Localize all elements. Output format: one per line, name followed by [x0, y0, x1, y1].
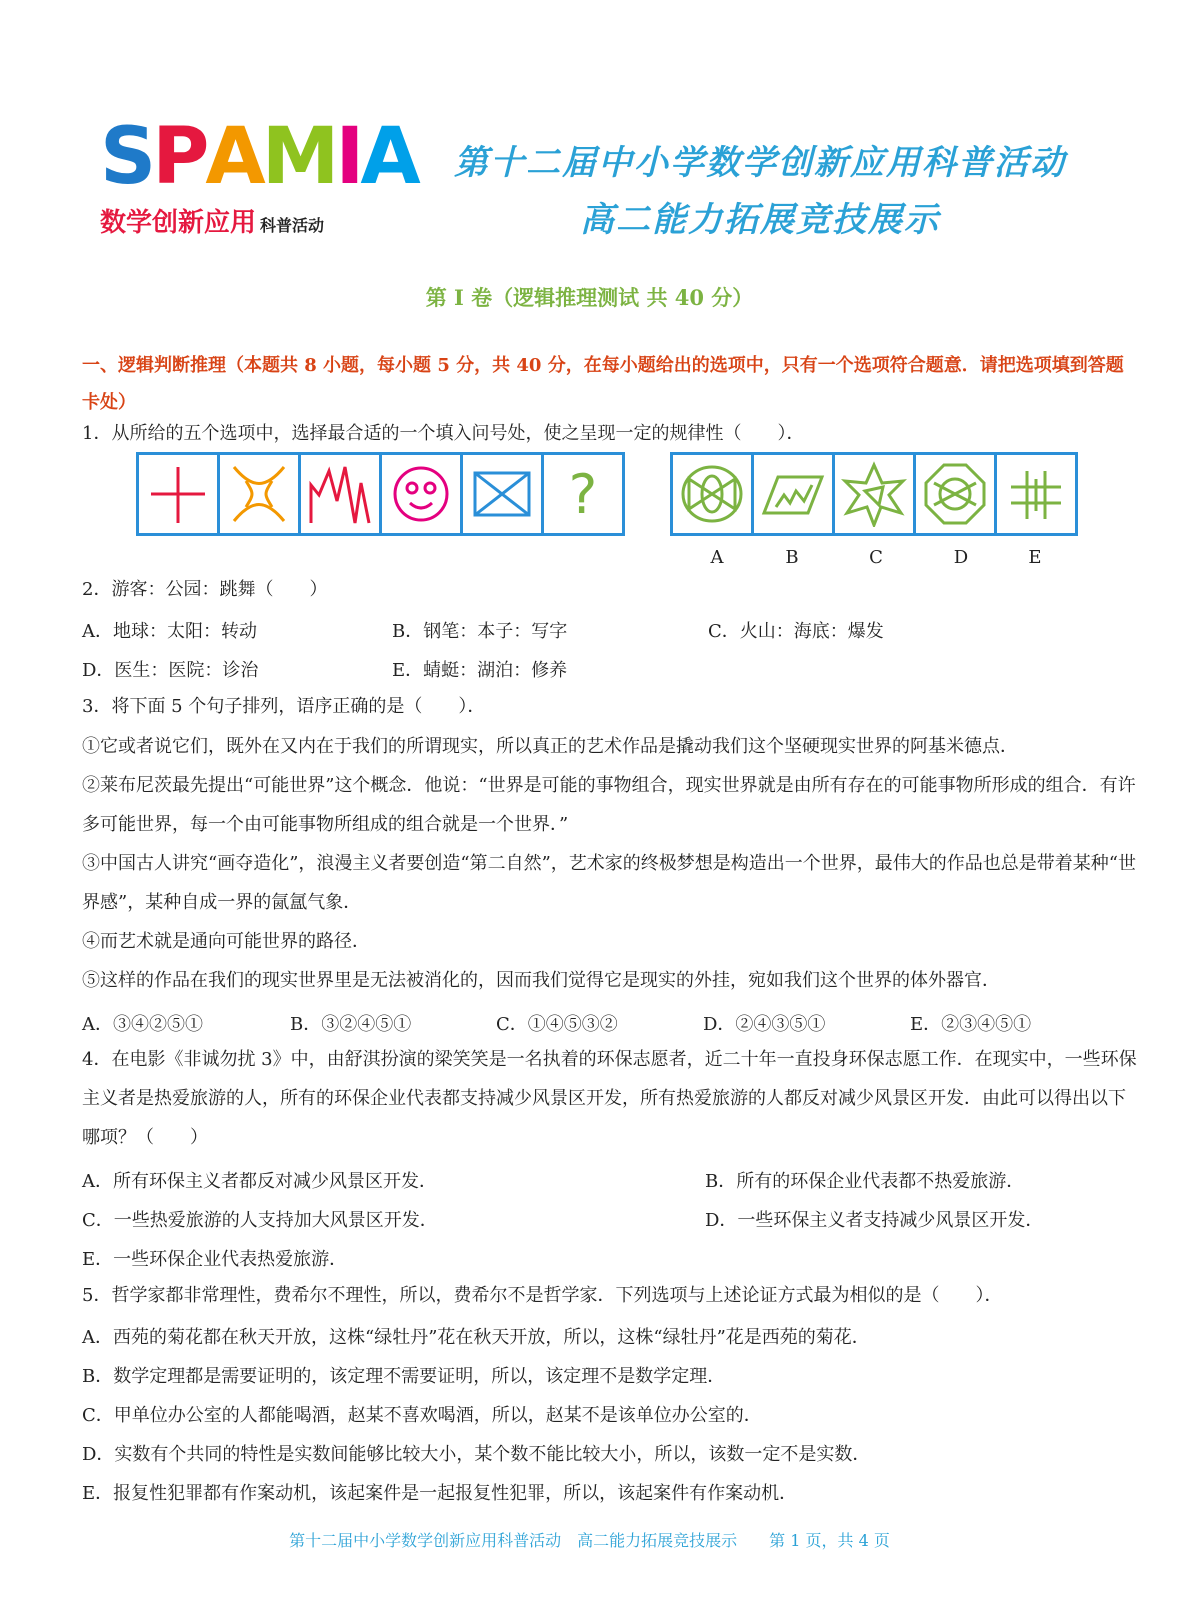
question-2-stem: 2．游客：公园：跳舞（ ） — [82, 579, 328, 600]
q1-seq-figure-4 — [379, 452, 463, 536]
q3-sentence-3: ③中国古人讲究“画夺造化”，浪漫主义者要创造“第二自然”，艺术家的终极梦想是构造出一个世界，最伟大的作品也总是带着某种“世界感”，某种自成一界的氤氲气象． — [82, 853, 1137, 913]
q5-option-c: C．甲单位办公室的人都能喝酒，赵某不喜欢喝酒，所以，赵某不是该单位办公室的． — [82, 1405, 762, 1426]
q5-option-b: B．数学定理都是需要证明的，该定理不需要证明，所以，该定理不是数学定理． — [82, 1366, 726, 1387]
q1-option-c-figure — [832, 452, 916, 536]
question-1-stem: 1．从所给的五个选项中，选择最合适的一个填入问号处，使之呈现一定的规律性（ ）． — [82, 423, 805, 444]
logo-letter: P — [152, 112, 206, 202]
q1-seq-figure-2 — [217, 452, 301, 536]
logo-letter: M — [261, 112, 336, 202]
q3-option-d: D．②④③⑤① — [703, 1014, 826, 1035]
logo-letter: S — [100, 112, 153, 202]
page-footer: 第十二届中小学数学创新应用科普活动 高二能力拓展竞技展示 第 1 页，共 4 页 — [289, 1531, 890, 1550]
q5-option-a: A．西苑的菊花都在秋天开放，这株“绿牡丹”花在秋天开放，所以，这株“绿牡丹”花是西苑的菊花． — [82, 1327, 870, 1348]
logo-subtitle-main: 数学创新应用 — [100, 208, 257, 238]
logo-letter: A — [205, 112, 262, 202]
q1-label-a: A — [710, 547, 724, 568]
q2-option-d: D．医生：医院：诊治 — [82, 660, 259, 681]
q2-option-c: C．火山：海底：爆发 — [708, 621, 884, 642]
q1-seq-figure-1 — [136, 452, 220, 536]
logo-subtitle-small: 科普活动 — [260, 216, 325, 235]
q1-label-d: D — [953, 547, 969, 568]
q1-option-d-figure — [913, 452, 997, 536]
q1-sequence — [136, 452, 625, 536]
question-mark: ? — [568, 462, 598, 526]
q3-sentence-5: ⑤这样的作品在我们的现实世界里是无法被消化的，因而我们觉得它是现实的外挂，宛如我们这个世界的体外器官． — [82, 970, 1000, 991]
q1-option-a-figure — [670, 452, 754, 536]
logo-letter: I — [335, 112, 361, 202]
q1-option-b-figure — [751, 452, 835, 536]
question-4-stem: 4．在电影《非诚勿扰 3》中，由舒淇扮演的梁笑笑是一名执着的环保志愿者，近二十年一直投身环保志愿工作．在现实中，一些环保主义者是热爱旅游的人，所有的环保企业代表都支持减少风景区开发，所有热爱旅游的人都反对减少风景区开发．由此可以得出以下哪项？（ ） — [82, 1049, 1137, 1148]
q1-seq-figure-3 — [298, 452, 382, 536]
q1-label-e: E — [1028, 547, 1042, 568]
q3-option-c: C．①④⑤③② — [496, 1014, 618, 1035]
section-instructions: 一、逻辑判断推理（本题共 8 小题，每小题 5 分，共 40 分，在每小题给出的选项中，只有一个选项符合题意．请把选项填到答题卡处） — [82, 355, 1124, 413]
q1-seq-figure-5 — [460, 452, 544, 536]
q3-option-b: B．③②④⑤① — [290, 1014, 412, 1035]
question-5-stem: 5．哲学家都非常理性，费希尔不理性，所以，费希尔不是哲学家．下列选项与上述论证方式最为相似的是（ ）． — [82, 1285, 1003, 1306]
q3-option-e: E．②③④⑤① — [910, 1014, 1032, 1035]
q3-sentence-1: ①它或者说它们，既外在又内在于我们的所谓现实，所以真正的艺术作品是撬动我们这个坚硬现实世界的阿基米德点． — [82, 736, 1018, 757]
q4-option-d: D．一些环保主义者支持减少风景区开发． — [705, 1210, 1044, 1231]
q1-label-c: C — [869, 547, 883, 568]
q5-option-d: D．实数有个共同的特性是实数间能够比较大小，某个数不能比较大小，所以，该数一定不是实数． — [82, 1444, 871, 1465]
q4-option-a: A．所有环保主义者都反对减少风景区开发． — [82, 1171, 437, 1192]
q1-options — [670, 452, 1078, 536]
q3-sentence-2: ②莱布尼茨最先提出“可能世界”这个概念．他说：“世界是可能的事物组合，现实世界就是由所有存在的可能事物所形成的组合．有许多可能世界，每一个由可能事物所组成的组合就是一个世界．” — [82, 775, 1136, 835]
q3-sentence-4: ④而艺术就是通向可能世界的路径． — [82, 931, 370, 952]
section-title: 第 I 卷（逻辑推理测试 共 40 分） — [425, 285, 754, 310]
logo-subtitle — [100, 202, 324, 239]
q1-option-e-figure — [994, 452, 1078, 536]
q2-option-b: B．钢笔：本子：写字 — [392, 621, 568, 642]
q1-label-b: B — [785, 547, 799, 568]
page-subtitle: 高二能力拓展竞技展示 — [580, 200, 940, 240]
q1-question-mark-box — [541, 452, 625, 536]
q4-option-c: C．一些热爱旅游的人支持加大风景区开发． — [82, 1210, 438, 1231]
logo — [100, 112, 417, 202]
logo-letter: A — [360, 112, 417, 202]
question-3-stem: 3．将下面 5 个句子排列，语序正确的是（ ）． — [82, 696, 486, 717]
page-title: 第十二届中小学数学创新应用科普活动 — [454, 143, 1066, 183]
q2-option-e: E．蜻蜓：湖泊：修养 — [392, 660, 568, 681]
q2-option-a: A．地球：太阳：转动 — [82, 621, 257, 642]
q4-option-b: B．所有的环保企业代表都不热爱旅游． — [705, 1171, 1025, 1192]
q3-option-a: A．③④②⑤① — [82, 1014, 203, 1035]
q4-option-e: E．一些环保企业代表热爱旅游． — [82, 1249, 348, 1270]
q5-option-e: E．报复性犯罪都有作案动机，该起案件是一起报复性犯罪，所以，该起案件有作案动机． — [82, 1483, 798, 1504]
